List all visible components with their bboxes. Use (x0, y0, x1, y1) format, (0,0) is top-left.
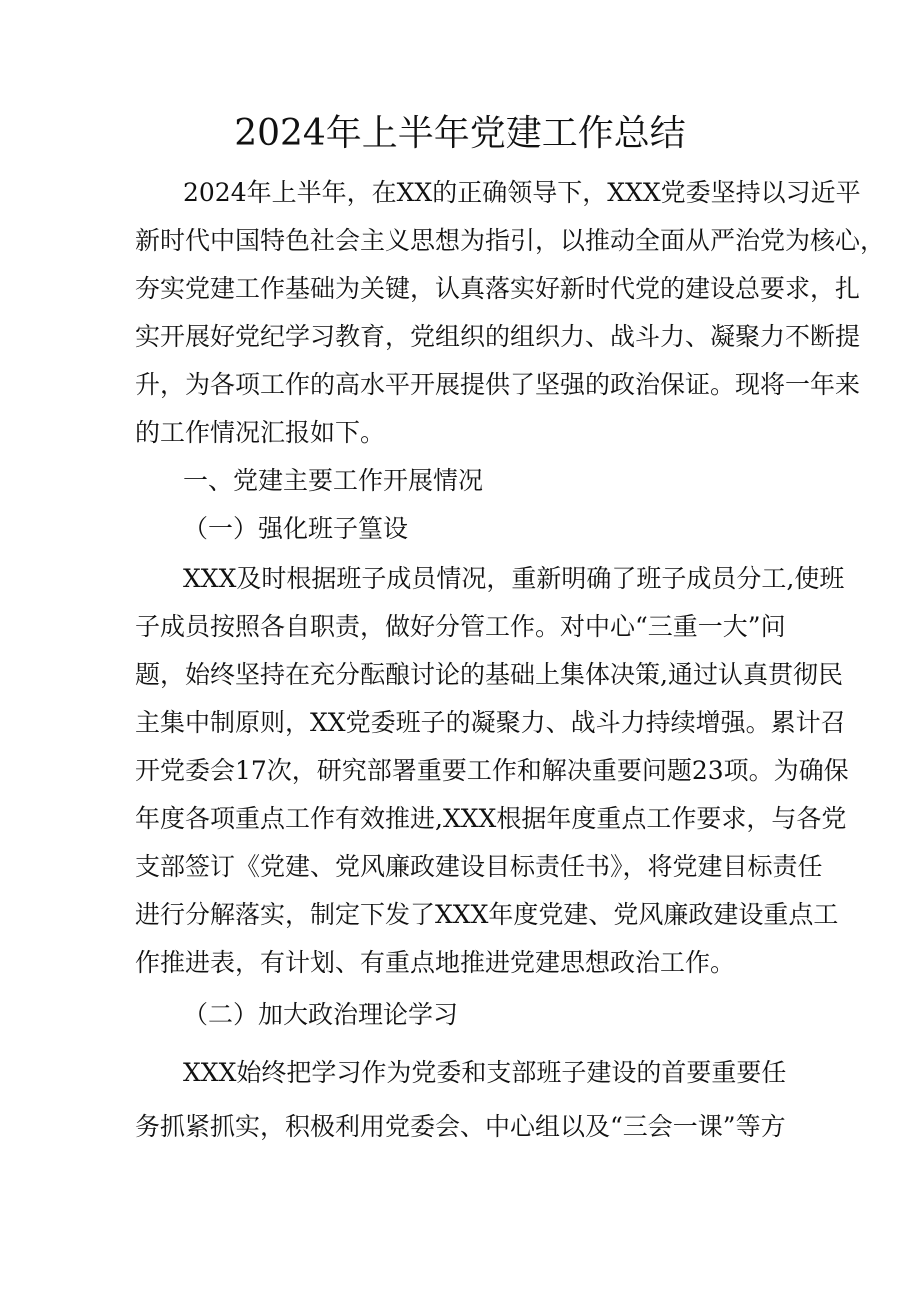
paragraph-line: 进行分解落实，制定下发了XXX年度党建、党风廉政建设重点工 (135, 900, 839, 929)
paragraph-line: 支部签订《党建、党风廉政建设目标责任书》，将党建目标责任 (135, 852, 823, 881)
paragraph-line: 主集中制原则，XX党委班子的凝聚力、战斗力持续增强。累计召 (135, 708, 846, 737)
paragraph-line: 子成员按照各自职责，做好分管工作。对中心“三重一大”问 (135, 612, 786, 641)
paragraph-line: 实开展好党纪学习教育，党组织的组织力、战斗力、凝聚力不断提 (135, 322, 861, 351)
paragraph-line: 新时代中国特色社会主义思想为指引，以推动全面从严治党为核心， (135, 226, 886, 255)
section-heading: 一、党建主要工作开展情况 (183, 466, 484, 495)
paragraph-line: XXX及时根据班子成员情况，重新明确了班子成员分工,使班 (183, 564, 845, 593)
subsection-heading: （一）强化班子篁设 (183, 514, 409, 543)
paragraph-line: XXX始终把学习作为党委和支部班子建设的首要重要任 (183, 1058, 787, 1087)
subsection-heading: （二）加大政治理论学习 (183, 1000, 459, 1029)
paragraph-line: 年度各项重点工作有效推进,XXX根据年度重点工作要求，与各党 (135, 804, 847, 833)
paragraph-line: 开党委会17次，研究部署重要工作和解决重要问题23项。为确保 (135, 756, 849, 785)
paragraph-line: 2024年上半年，在XX的正确领导下，XXX党委坚持以习近平 (183, 178, 861, 207)
paragraph-line: 升，为各项工作的高水平开展提供了坚强的政治保证。现将一年来 (135, 370, 861, 399)
paragraph-line: 的工作情况汇报如下。 (135, 418, 386, 447)
paragraph-line: 作推进表，有计划、有重点地推进党建思想政治工作。 (135, 948, 736, 977)
paragraph-line: 夯实党建工作基础为关键，认真落实好新时代党的建设总要求，扎 (135, 274, 861, 303)
page-title: 2024年上半年党建工作总结 (234, 113, 686, 154)
paragraph-line: 题，始终坚持在充分酝酿讨论的基础上集体决策,通过认真贯彻民 (135, 660, 843, 689)
paragraph-line: 务抓紧抓实，积极利用党委会、中心组以及“三会一课”等方 (135, 1112, 786, 1141)
